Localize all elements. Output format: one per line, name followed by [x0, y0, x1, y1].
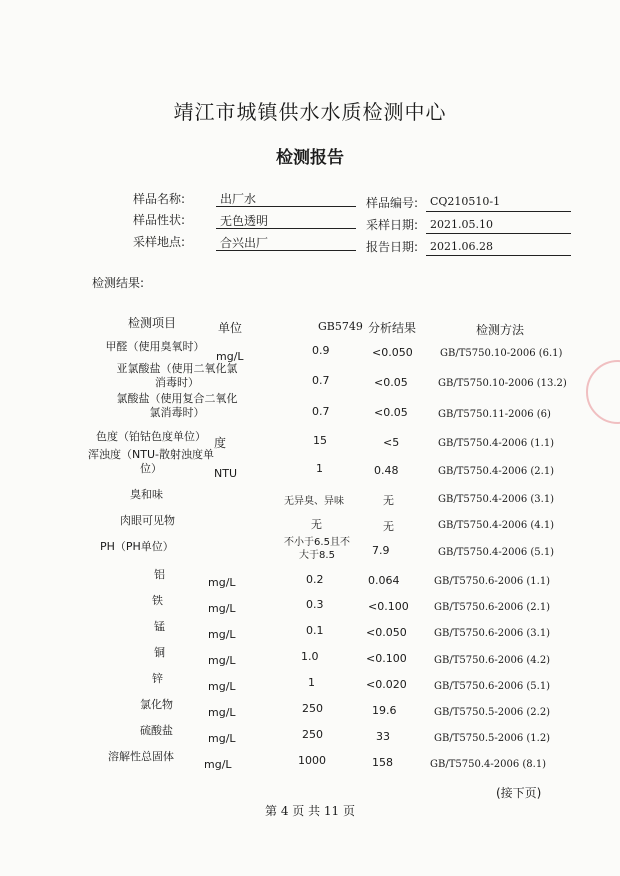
row-item: PH（PH单位）: [100, 540, 174, 553]
sample-state-label: 样品性状:: [133, 213, 186, 227]
sample-name-label: 样品名称:: [133, 192, 186, 206]
header-standard: GB5749: [318, 320, 363, 333]
row-standard: 0.3: [306, 598, 324, 611]
row-item: 溶解性总固体: [108, 750, 174, 763]
row-standard: 1: [316, 462, 323, 475]
row-method: GB/T5750.4-2006 (3.1): [438, 494, 555, 505]
row-item: 氯酸盐（使用复合二氧化氯消毒时）: [116, 392, 238, 419]
row-unit: mg/L: [208, 680, 236, 693]
results-label: 检测结果:: [92, 276, 145, 290]
row-standard: 250: [302, 702, 323, 715]
row-result: 无: [383, 520, 394, 533]
row-unit: mg/L: [208, 576, 236, 589]
row-standard: 1000: [298, 754, 326, 767]
report-title: 检测报告: [276, 148, 344, 168]
row-item: 锌: [152, 672, 163, 685]
row-item: 铁: [152, 594, 163, 607]
row-item: 铜: [154, 646, 165, 659]
row-item: 色度（铂钴色度单位）: [96, 430, 206, 443]
row-result: <0.050: [366, 626, 407, 639]
row-item: 铝: [154, 568, 165, 581]
row-method: GB/T5750.6-2006 (2.1): [434, 602, 551, 613]
row-unit: mg/L: [208, 628, 236, 641]
row-unit: 度: [214, 436, 227, 450]
row-method: GB/T5750.6-2006 (1.1): [434, 576, 551, 587]
header-method: 检测方法: [476, 323, 525, 337]
row-unit: mg/L: [216, 350, 244, 363]
row-unit: mg/L: [208, 706, 236, 719]
page-number: 第 4 页 共 11 页: [265, 804, 355, 818]
row-item: 锰: [154, 620, 165, 633]
row-method: GB/T5750.10-2006 (6.1): [440, 348, 563, 359]
continued-note: (接下页): [496, 786, 542, 800]
row-result: <0.05: [374, 376, 408, 389]
row-standard: 不小于6.5且不大于8.5: [284, 537, 350, 561]
row-method: GB/T5750.4-2006 (5.1): [438, 547, 555, 558]
row-method: GB/T5750.6-2006 (4.2): [434, 655, 551, 666]
report-date-value: 2021.06.28: [430, 240, 493, 253]
header-unit: 单位: [218, 321, 243, 335]
row-standard: 250: [302, 728, 323, 741]
row-standard: 无异臭、异味: [284, 496, 344, 507]
row-result: 19.6: [372, 704, 397, 717]
row-result: <0.020: [366, 678, 407, 691]
row-unit: NTU: [214, 467, 237, 480]
row-standard: 0.7: [312, 405, 330, 418]
row-method: GB/T5750.4-2006 (2.1): [438, 466, 555, 477]
row-method: GB/T5750.4-2006 (8.1): [430, 759, 547, 770]
row-item: 甲醛（使用臭氧时）: [105, 340, 205, 353]
row-result: 无: [383, 494, 394, 507]
sampling-site-label: 采样地点:: [133, 235, 186, 249]
row-result: <5: [383, 436, 400, 449]
sample-name-value: 出厂水: [220, 192, 257, 206]
row-item: 浑浊度（NTU-散射浊度单位）: [88, 448, 214, 475]
row-standard: 1.0: [301, 650, 319, 663]
row-unit: mg/L: [208, 654, 236, 667]
row-standard: 1: [308, 676, 315, 689]
row-standard: 15: [313, 434, 327, 447]
row-item: 亚氯酸盐（使用二氧化氯消毒时）: [116, 362, 238, 389]
sample-no-value: CQ210510-1: [430, 195, 501, 208]
sampling-date-value: 2021.05.10: [430, 218, 493, 231]
row-standard: 0.7: [312, 374, 330, 387]
row-result: <0.100: [366, 652, 407, 665]
row-method: GB/T5750.10-2006 (13.2): [438, 378, 567, 389]
row-standard: 0.9: [312, 344, 330, 357]
org-title: 靖江市城镇供水水质检测中心: [173, 100, 447, 124]
row-item: 氯化物: [140, 698, 173, 711]
row-standard: 无: [311, 518, 322, 531]
sample-state-value: 无色透明: [220, 214, 269, 228]
row-unit: mg/L: [208, 732, 236, 745]
row-result: 7.9: [372, 544, 390, 557]
row-method: GB/T5750.5-2006 (1.2): [434, 733, 551, 744]
row-item: 硫酸盐: [140, 724, 173, 737]
sampling-date-label: 采样日期:: [366, 218, 419, 232]
row-result: <0.100: [368, 600, 409, 613]
row-unit: mg/L: [204, 758, 232, 771]
row-item: 臭和味: [130, 488, 163, 501]
row-method: GB/T5750.6-2006 (5.1): [434, 681, 551, 692]
row-result: 33: [376, 730, 390, 743]
row-item: 肉眼可见物: [120, 514, 175, 527]
row-result: <0.05: [374, 406, 408, 419]
row-method: GB/T5750.4-2006 (4.1): [438, 520, 555, 531]
row-standard: 0.1: [306, 624, 324, 637]
row-method: GB/T5750.6-2006 (3.1): [434, 628, 551, 639]
row-result: 158: [372, 756, 393, 769]
row-result: 0.48: [374, 464, 399, 477]
sample-no-label: 样品编号:: [366, 196, 419, 210]
report-date-label: 报告日期:: [366, 240, 419, 254]
row-method: GB/T5750.11-2006 (6): [438, 409, 551, 420]
row-standard: 0.2: [306, 573, 324, 586]
row-unit: mg/L: [208, 602, 236, 615]
header-item: 检测项目: [128, 316, 177, 330]
sampling-site-value: 合兴出厂: [220, 236, 269, 250]
row-method: GB/T5750.4-2006 (1.1): [438, 438, 555, 449]
row-result: <0.050: [372, 346, 413, 359]
row-method: GB/T5750.5-2006 (2.2): [434, 707, 551, 718]
header-result: 分析结果: [368, 321, 417, 335]
row-result: 0.064: [368, 574, 400, 587]
seal-stamp-fragment: [586, 360, 620, 424]
